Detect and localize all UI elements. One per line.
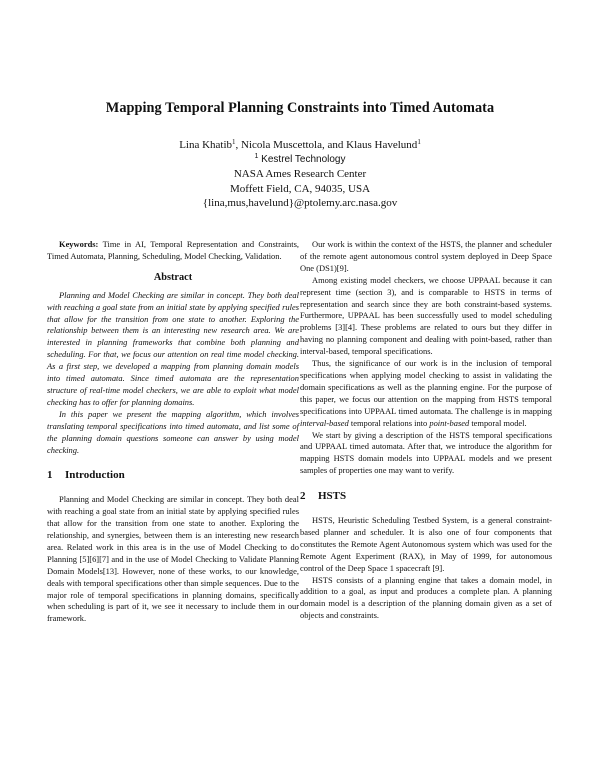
author-names: Lina Khatib$^1$, Nicola Muscettola, and Klaus Havelund$^1$ [179,138,421,151]
paper-title: Mapping Temporal Planning Constraints into Timed Automata [105,100,495,116]
abstract-paragraph: In this paper we present the mapping algorithm, which involves translating temporal specifications into timed automata, and list some of the planning domain questions someone can answer by using model checking. [47,408,299,455]
abstract-paragraph: Planning and Model Checking are similar in concept. They both deal with reaching a goal state from an initial state by applying specified rules that allow for the transition from one state to another. Exploring the relationship between them is an interesting new research area. We are interested in planning frameworks that combine both planning and scheduling. For that, we focus our attention on real time model checking. As a first step, we developed a mapping from planning domain models into timed automata. Since timed automata are the representation structure of real-time model checkers, we are able to exploit what model checking has to offer for planning domains. [47,289,299,407]
body-paragraph: Our work is within the context of the HSTS, the planner and scheduler of the remote agent autonomous control system deployed in Deep Space One (DS1)[9]. [300,239,552,273]
left-column [47,239,299,625]
body-paragraph: We start by giving a description of the HSTS temporal specifications and UPPAAL timed automata. After that, we introduce the algorithm for mapping HSTS domain models into UPPAAL models and we present samples of properties one may want to verify. [300,429,552,476]
address: Moffett Field, CA, 94035, USA [229,182,371,195]
email: {lina,mus,havelund}@ptolemy.arc.nasa.gov [202,197,398,210]
keywords: Keywords: Time in AI, Temporal Representation and Constraints, Timed Automata, Planning, Scheduling, Model Checking, Validation. [47,239,299,261]
affiliation: $^1$ Kestrel Technology [254,152,346,165]
section-heading-introduction: 1 Introduction [47,469,125,482]
abstract-body [47,290,299,457]
abstract-heading: Abstract [153,271,193,283]
body-paragraph: Among existing model checkers, we choose UPPAAL because it can represent time (section 3), and is comparable to HSTS in terms of representation and search since they are both constraint-based systems. Furthermore, UPPAAL has been successfully used to model scheduling problems [3][4]. These problems are related to ours but they differ in having no planning component and dealing with point-based, rather than interval-based, temporal specifications. [300,274,552,357]
right-column [300,239,552,622]
institution: NASA Ames Research Center [233,168,367,181]
body-paragraph: HSTS consists of a planning engine that takes a domain model, in addition to a goal, as input and produces a complete plan. A planning domain model is a description of the planning domain given as a set of objects and constraints. [300,574,552,621]
body-paragraph: Planning and Model Checking are similar in concept. They both deal with reaching a goal state from an initial state by applying specified rules that allow for the transition from one state to another. Exploring the relationship, and synergies, between them is an interesting new research area. Related work in this area is in the use of Model Checking to do Planning [5][6][7] and in the use of Model Checking to Validate Planning Domain Models[13]. However, none of these works, to our knowledge, deals with temporal specifications other than simple sequences. Due to the major role of temporal specifications in planning domains, specifically when scheduling is part of it, we see it necessary to include them in our framework. [47,494,299,624]
author-block [0,138,600,211]
section-heading-hsts: 2 HSTS [300,490,347,503]
body-paragraph: HSTS, Heuristic Scheduling Testbed System, is a general constraint-based planner and scheduler. It is also one of four components that constitutes the Remote Agent Autonomous system which was used for the Remote Agent Experiment (RAX), in May of 1999, for autonomous control of the Deep Space 1 spacecraft [9]. [300,515,552,573]
body-paragraph: Thus, the significance of our work is in the inclusion of temporal specifications when applying model checking to assist in validating the domain specifications as well as the planning engine. For the purpose of this paper, we focus our attention on the mapping from HSTS temporal specifications into UPPAAL timed automata. The challenge is in mapping interval-based temporal relations into point-based temporal model. [300,358,552,428]
